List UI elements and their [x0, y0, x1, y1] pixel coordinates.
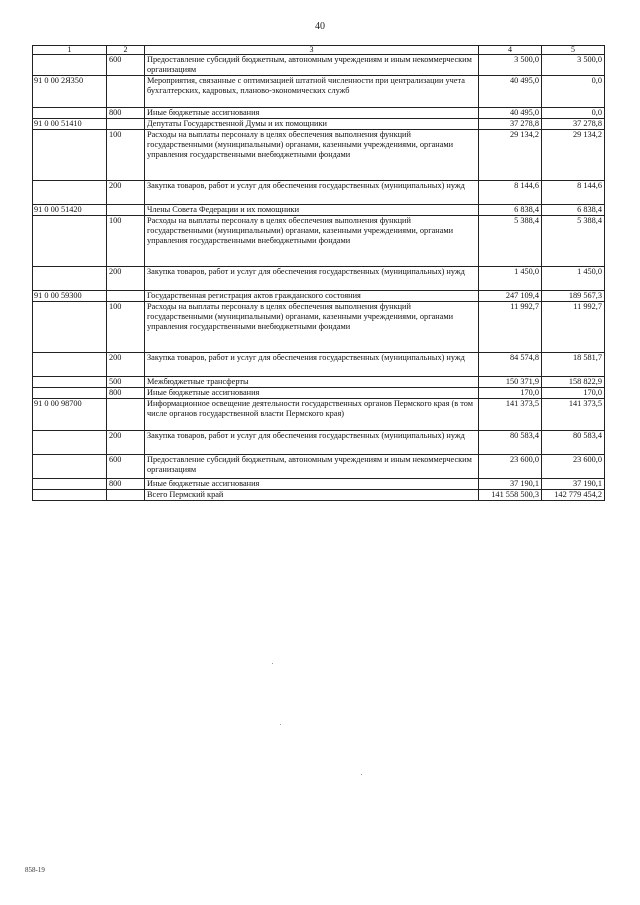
row-name: Иные бюджетные ассигнования [145, 108, 479, 119]
row-code: 91 0 00 59300 [33, 291, 107, 302]
row-value-col5: 170,0 [542, 388, 605, 399]
row-name: Закупка товаров, работ и услуг для обеспечения государственных (муниципальных) нужд [145, 267, 479, 291]
table-row [33, 377, 605, 388]
row-value-col4: 40 495,0 [479, 76, 542, 108]
row-expense-type: 100 [107, 302, 145, 353]
row-value-col5: 23 600,0 [542, 455, 605, 479]
table-row [33, 455, 605, 479]
scan-speck [272, 663, 273, 664]
row-value-col5: 141 373,5 [542, 399, 605, 431]
row-value-col4: 23 600,0 [479, 455, 542, 479]
row-code [33, 479, 107, 490]
table-row [33, 302, 605, 353]
row-name: Информационное освещение деятельности государственных органов Пермского края (в том числе органов государственной власти Пермского края) [145, 399, 479, 431]
row-value-col5: 142 779 454,2 [542, 490, 605, 501]
row-name: Члены Совета Федерации и их помощники [145, 205, 479, 216]
row-code: 91 0 00 51420 [33, 205, 107, 216]
row-value-col4: 6 838,4 [479, 205, 542, 216]
row-value-col5: 37 190,1 [542, 479, 605, 490]
row-value-col5: 11 992,7 [542, 302, 605, 353]
row-value-col5: 1 450,0 [542, 267, 605, 291]
row-expense-type: 200 [107, 431, 145, 455]
table-row [33, 205, 605, 216]
table-row [33, 388, 605, 399]
row-value-col5: 0,0 [542, 76, 605, 108]
row-expense-type: 600 [107, 455, 145, 479]
row-code [33, 388, 107, 399]
row-name: Расходы на выплаты персоналу в целях обеспечения выполнения функций государственными (муниципальными) органами, казенными учреждениями, органами управления государственными внебюджетными фондами [145, 130, 479, 181]
row-value-col5: 18 581,7 [542, 353, 605, 377]
row-expense-type: 200 [107, 181, 145, 205]
row-name: Расходы на выплаты персоналу в целях обеспечения выполнения функций государственными (муниципальными) органами, казенными учреждениями, органами управления государственными внебюджетными фондами [145, 216, 479, 267]
row-expense-type [107, 399, 145, 431]
row-value-col4: 3 500,0 [479, 55, 542, 76]
row-value-col5: 37 278,8 [542, 119, 605, 130]
row-expense-type [107, 205, 145, 216]
row-value-col4: 29 134,2 [479, 130, 542, 181]
row-expense-type [107, 76, 145, 108]
table-row [33, 55, 605, 76]
row-value-col5: 158 822,9 [542, 377, 605, 388]
scan-speck [280, 724, 281, 725]
row-name: Мероприятия, связанные с оптимизацией штатной численности при централизации учета бухгалтерских, кадровых, планово-экономических служб [145, 76, 479, 108]
row-code: 91 0 00 51410 [33, 119, 107, 130]
row-name: Закупка товаров, работ и услуг для обеспечения государственных (муниципальных) нужд [145, 181, 479, 205]
row-expense-type: 200 [107, 267, 145, 291]
row-value-col4: 1 450,0 [479, 267, 542, 291]
row-code [33, 353, 107, 377]
row-name: Межбюджетные трансферты [145, 377, 479, 388]
budget-table-body [33, 46, 605, 501]
row-expense-type: 800 [107, 479, 145, 490]
row-value-col5: 8 144,6 [542, 181, 605, 205]
row-name: Предоставление субсидий бюджетным, автономным учреждениям и иным некоммерческим организациям [145, 455, 479, 479]
row-name: Всего Пермский край [145, 490, 479, 501]
row-value-col5: 80 583,4 [542, 431, 605, 455]
row-value-col4: 40 495,0 [479, 108, 542, 119]
row-code [33, 55, 107, 76]
table-row [33, 353, 605, 377]
row-value-col5: 5 388,4 [542, 216, 605, 267]
header-col-3: 3 [145, 46, 479, 55]
row-name: Расходы на выплаты персоналу в целях обеспечения выполнения функций государственными (муниципальными) органами, казенными учреждениями, органами управления государственными внебюджетными фондами [145, 302, 479, 353]
row-value-col5: 29 134,2 [542, 130, 605, 181]
row-value-col5: 6 838,4 [542, 205, 605, 216]
header-col-1: 1 [33, 46, 107, 55]
table-row [33, 119, 605, 130]
row-value-col5: 3 500,0 [542, 55, 605, 76]
row-code [33, 181, 107, 205]
row-value-col4: 84 574,8 [479, 353, 542, 377]
row-code [33, 267, 107, 291]
budget-table [32, 45, 605, 501]
row-value-col4: 80 583,4 [479, 431, 542, 455]
row-expense-type [107, 119, 145, 130]
table-row [33, 267, 605, 291]
row-expense-type: 200 [107, 353, 145, 377]
row-value-col4: 150 371,9 [479, 377, 542, 388]
row-value-col4: 37 278,8 [479, 119, 542, 130]
row-value-col5: 189 567,3 [542, 291, 605, 302]
row-name: Иные бюджетные ассигнования [145, 479, 479, 490]
row-value-col4: 5 388,4 [479, 216, 542, 267]
table-row [33, 130, 605, 181]
header-col-4: 4 [479, 46, 542, 55]
row-expense-type: 100 [107, 130, 145, 181]
row-value-col4: 247 109,4 [479, 291, 542, 302]
table-row [33, 291, 605, 302]
row-code [33, 108, 107, 119]
row-expense-type: 800 [107, 388, 145, 399]
row-code [33, 377, 107, 388]
row-value-col4: 141 373,5 [479, 399, 542, 431]
table-row [33, 490, 605, 501]
table-row [33, 399, 605, 431]
page-number: 40 [315, 21, 325, 32]
table-row [33, 108, 605, 119]
row-expense-type [107, 291, 145, 302]
header-row [33, 46, 605, 55]
table-row [33, 76, 605, 108]
row-name: Закупка товаров, работ и услуг для обеспечения государственных (муниципальных) нужд [145, 431, 479, 455]
row-name: Закупка товаров, работ и услуг для обеспечения государственных (муниципальных) нужд [145, 353, 479, 377]
row-code [33, 130, 107, 181]
row-value-col4: 37 190,1 [479, 479, 542, 490]
row-code [33, 490, 107, 501]
row-code [33, 216, 107, 267]
table-row [33, 431, 605, 455]
header-col-2: 2 [107, 46, 145, 55]
row-name: Депутаты Государственной Думы и их помощники [145, 119, 479, 130]
row-expense-type: 500 [107, 377, 145, 388]
table-row [33, 216, 605, 267]
row-expense-type: 600 [107, 55, 145, 76]
row-name: Государственная регистрация актов гражданского состояния [145, 291, 479, 302]
row-code: 91 0 00 2Я350 [33, 76, 107, 108]
row-expense-type: 800 [107, 108, 145, 119]
row-code [33, 431, 107, 455]
row-code [33, 302, 107, 353]
header-col-5: 5 [542, 46, 605, 55]
row-value-col4: 11 992,7 [479, 302, 542, 353]
row-expense-type: 100 [107, 216, 145, 267]
table-row [33, 181, 605, 205]
row-value-col4: 141 558 500,3 [479, 490, 542, 501]
row-value-col4: 170,0 [479, 388, 542, 399]
scan-speck [361, 774, 362, 775]
row-expense-type [107, 490, 145, 501]
table-row [33, 479, 605, 490]
row-name: Предоставление субсидий бюджетным, автономным учреждениям и иным некоммерческим организациям [145, 55, 479, 76]
row-value-col4: 8 144,6 [479, 181, 542, 205]
row-code: 91 0 00 98700 [33, 399, 107, 431]
row-name: Иные бюджетные ассигнования [145, 388, 479, 399]
row-code [33, 455, 107, 479]
row-value-col5: 0,0 [542, 108, 605, 119]
footer-document-code: 858-19 [25, 866, 45, 874]
